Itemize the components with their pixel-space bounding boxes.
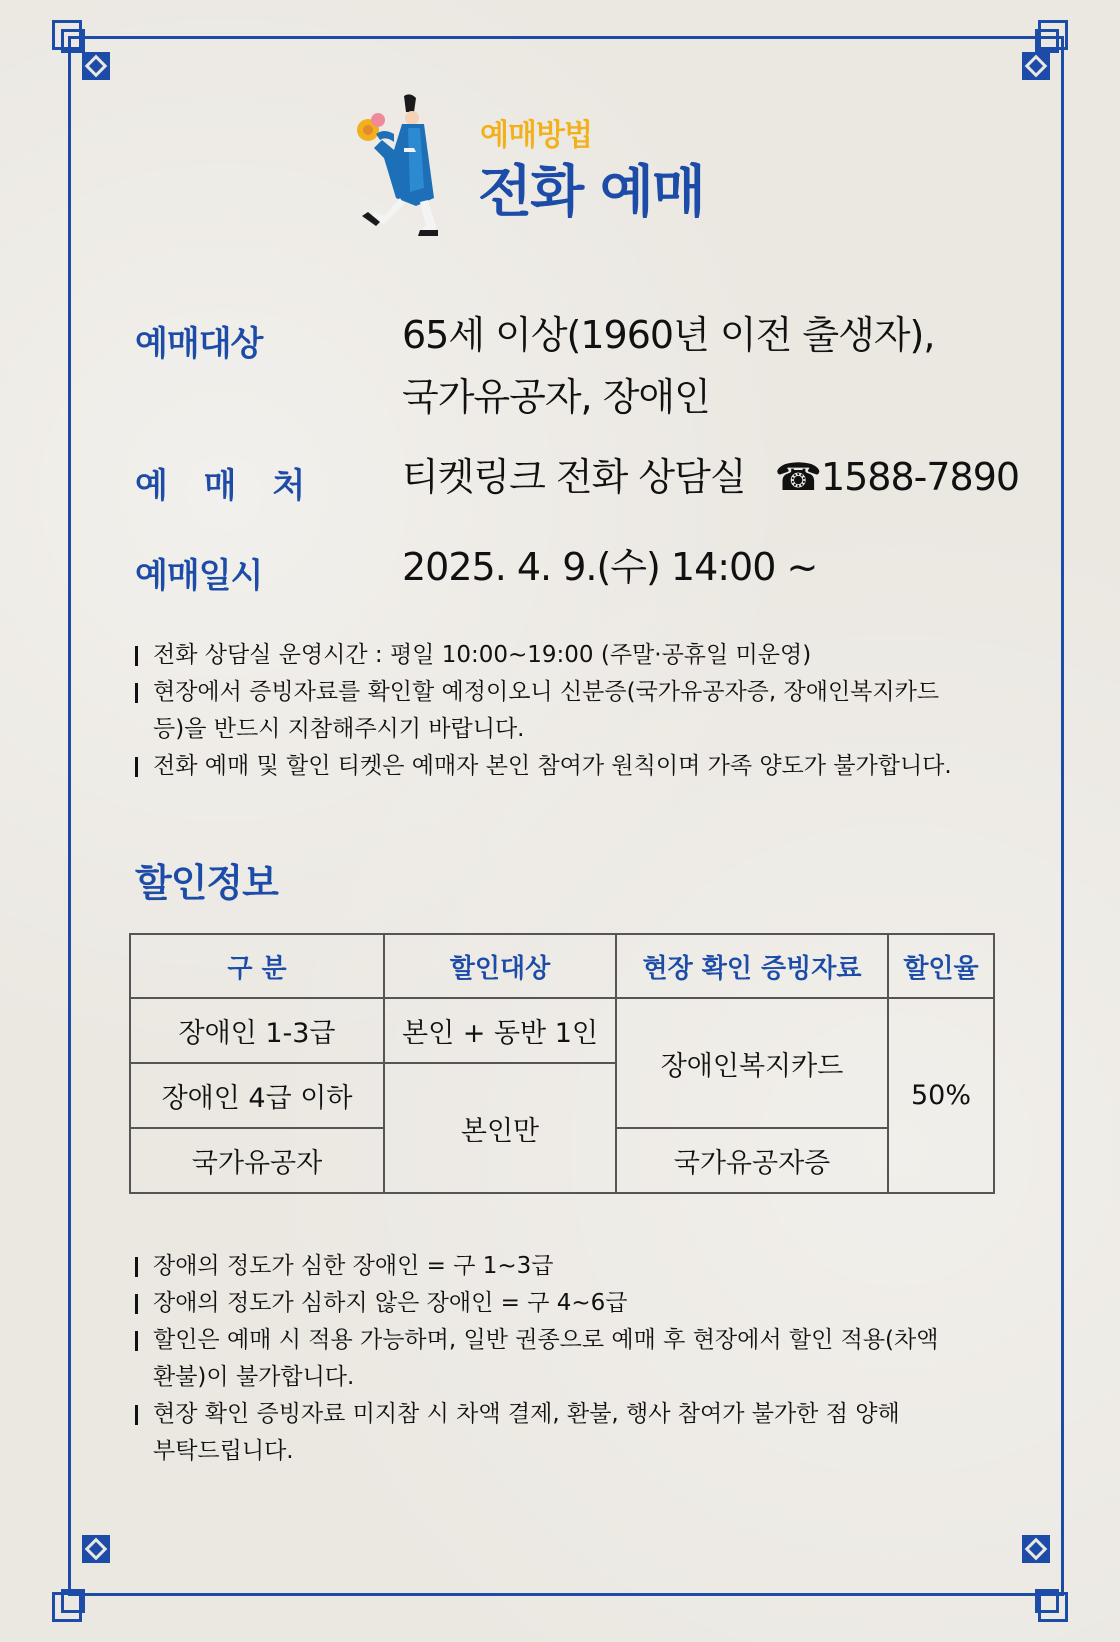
table-cell: 장애인복지카드 — [616, 998, 888, 1128]
header — [354, 88, 774, 248]
table-header-cell: 할인율 — [888, 934, 994, 998]
note-item: 장애의 정도가 심한 장애인 = 구 1~3급 — [135, 1248, 1005, 1285]
table-header-cell: 구 분 — [130, 934, 384, 998]
table-cell: 국가유공자증 — [616, 1128, 888, 1193]
table-cell: 50% — [888, 998, 994, 1193]
corner-ornament-bottom-left — [52, 1592, 82, 1622]
dancer-illustration-icon — [354, 88, 454, 243]
note-item: 장애의 정도가 심하지 않은 장애인 = 구 4~6급 — [135, 1285, 1005, 1322]
place-name: 티켓링크 전화 상담실 — [402, 455, 746, 499]
note-item-continued: 환불)이 불가합니다. — [153, 1364, 355, 1390]
notes-top — [135, 637, 1005, 785]
note-item: 전화 예매 및 할인 티켓은 예매자 본인 참여가 원칙이며 가족 양도가 불가합니다. — [135, 748, 1005, 785]
corner-ornament-bottom-right — [1038, 1592, 1068, 1622]
target-value-line1: 65세 이상(1960년 이전 출생자), — [402, 313, 935, 357]
note-item-continued: 부탁드립니다. — [153, 1438, 294, 1464]
diamond-ornament-top-left — [82, 52, 110, 80]
page-subtitle: 예매방법 — [480, 118, 592, 153]
place-value — [402, 448, 1019, 506]
corner-ornament-top-left — [52, 20, 82, 50]
place-phone: ☎1588-7890 — [774, 455, 1020, 499]
target-value-line2: 국가유공자, 장애인 — [402, 375, 710, 419]
table-cell: 본인 + 동반 1인 — [384, 998, 616, 1063]
table-cell: 국가유공자 — [130, 1128, 384, 1193]
note-item: 할인은 예매 시 적용 가능하며, 일반 권종으로 예매 후 현장에서 할인 적용(차액 — [135, 1322, 1005, 1359]
target-label: 예매대상 — [135, 324, 263, 364]
place-label: 예 매 처 — [135, 466, 318, 506]
diamond-ornament-bottom-right — [1022, 1535, 1050, 1563]
date-value: 2025. 4. 9.(수) 14:00 ~ — [402, 545, 818, 589]
page-title: 전화 예매 — [478, 160, 704, 225]
discount-table — [129, 933, 995, 1194]
note-item: 전화 상담실 운영시간 : 평일 10:00~19:00 (주말·공휴일 미운영) — [135, 637, 1005, 674]
note-item-continued: 등)을 반드시 지참해주시기 바랍니다. — [153, 716, 525, 742]
note-item: 현장 확인 증빙자료 미지참 시 차액 결제, 환불, 행사 참여가 불가한 점 양해 — [135, 1396, 1005, 1433]
table-header-row — [130, 934, 994, 998]
diamond-ornament-top-right — [1022, 52, 1050, 80]
date-label: 예매일시 — [135, 556, 263, 596]
diamond-ornament-bottom-left — [82, 1535, 110, 1563]
table-header-cell: 할인대상 — [384, 934, 616, 998]
discount-section-title: 할인정보 — [135, 861, 278, 905]
note-item: 현장에서 증빙자료를 확인할 예정이오니 신분증(국가유공자증, 장애인복지카드 — [135, 674, 1005, 711]
table-cell: 장애인 4급 이하 — [130, 1063, 384, 1128]
corner-ornament-top-right — [1038, 20, 1068, 50]
table-cell: 장애인 1-3급 — [130, 998, 384, 1063]
notes-bottom — [135, 1248, 1005, 1470]
table-row — [130, 998, 994, 1063]
table-cell: 본인만 — [384, 1063, 616, 1193]
table-header-cell: 현장 확인 증빙자료 — [616, 934, 888, 998]
